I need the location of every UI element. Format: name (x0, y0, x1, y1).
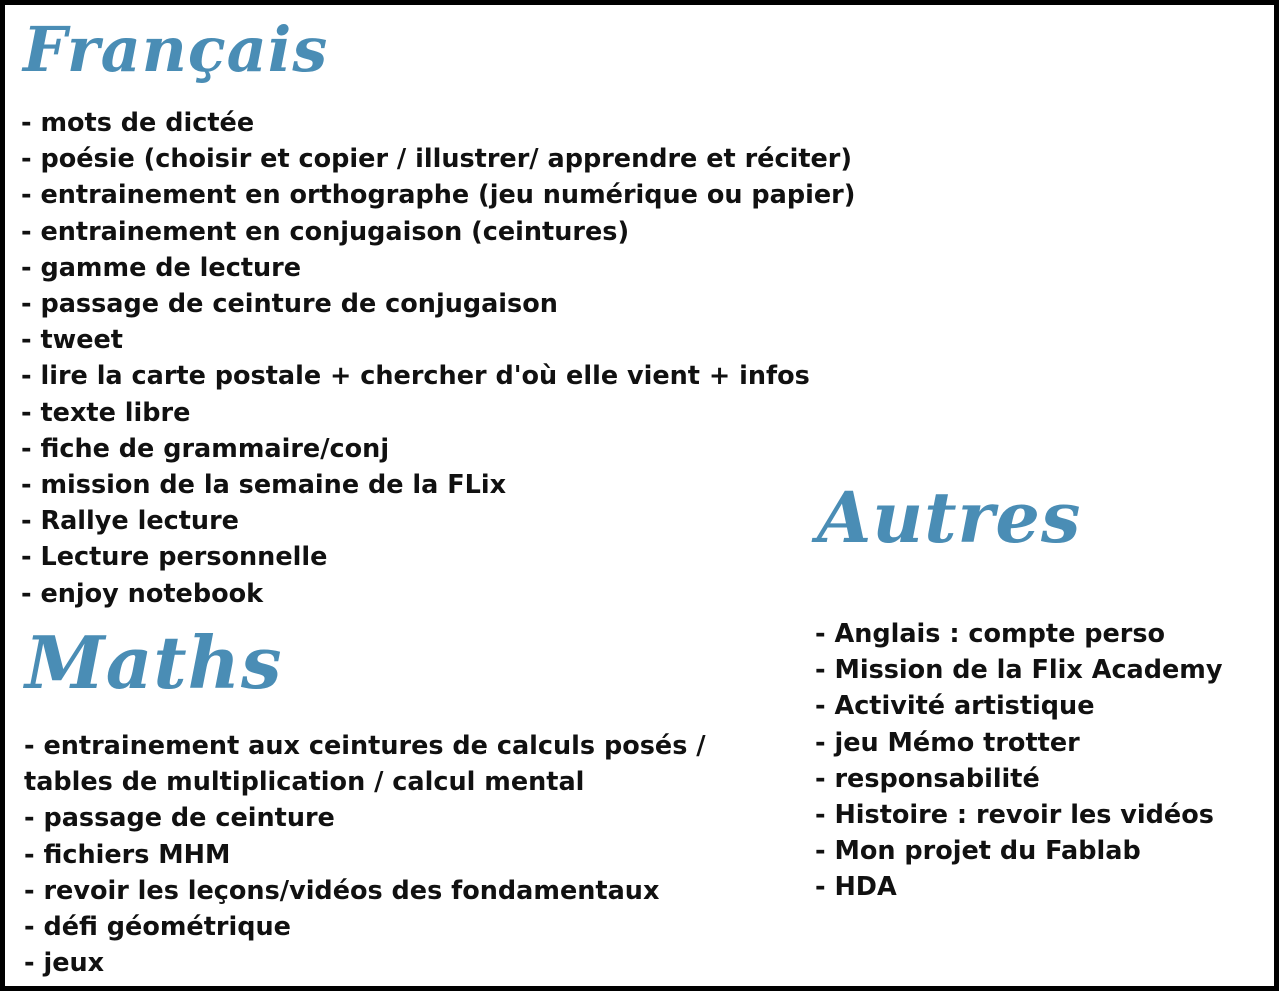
list-item: - mots de dictée (21, 108, 255, 138)
list-item: - gamme de lecture (21, 252, 302, 283)
heading-maths: Maths (25, 620, 283, 705)
list-item: - HDA (815, 872, 897, 903)
heading-autres: Autres (817, 476, 1082, 559)
list-item: - lire la carte postale + chercher d'où elle vient + infos (21, 361, 810, 392)
list-francais (21, 105, 855, 612)
list-item: - passage de ceinture (24, 803, 335, 834)
list-item: - poésie (choisir et copier / illustrer/ apprendre et réciter) (21, 144, 853, 175)
list-item: - Mission de la Flix Academy (815, 655, 1223, 686)
list-item: - revoir les leçons/vidéos des fondamentaux (24, 875, 660, 906)
list-item: - enjoy notebook (21, 578, 264, 609)
list-item: - tweet (21, 325, 123, 356)
list-item: - entrainement aux ceintures de calculs posés / (24, 731, 706, 761)
list-item: - Lecture personnelle (21, 542, 328, 573)
list-item: - responsabilité (815, 763, 1040, 794)
list-item: - Histoire : revoir les vidéos (815, 800, 1214, 831)
list-maths (24, 728, 706, 981)
list-item: - entrainement en conjugaison (ceintures) (21, 216, 630, 247)
list-item: - texte libre (21, 397, 191, 428)
list-item: - Anglais : compte perso (815, 619, 1166, 649)
list-item: - Rallye lecture (21, 506, 239, 537)
list-item: - Mon projet du Fablab (815, 836, 1141, 867)
list-item: - défi géométrique (24, 912, 291, 943)
list-item: - fichiers MHM (24, 839, 231, 870)
list-item: - passage de ceinture de conjugaison (21, 289, 558, 320)
list-autres (815, 616, 1223, 906)
list-item: - mission de la semaine de la FLix (21, 470, 507, 501)
list-item: tables de multiplication / calcul mental (24, 767, 585, 798)
list-item: - Activité artistique (815, 691, 1095, 722)
list-item: - jeu Mémo trotter (815, 727, 1080, 758)
list-item: - jeux (24, 948, 105, 979)
heading-francais: Français (23, 13, 329, 86)
list-item: - fiche de grammaire/conj (21, 433, 390, 464)
list-item: - entrainement en orthographe (jeu numérique ou papier) (21, 180, 856, 211)
